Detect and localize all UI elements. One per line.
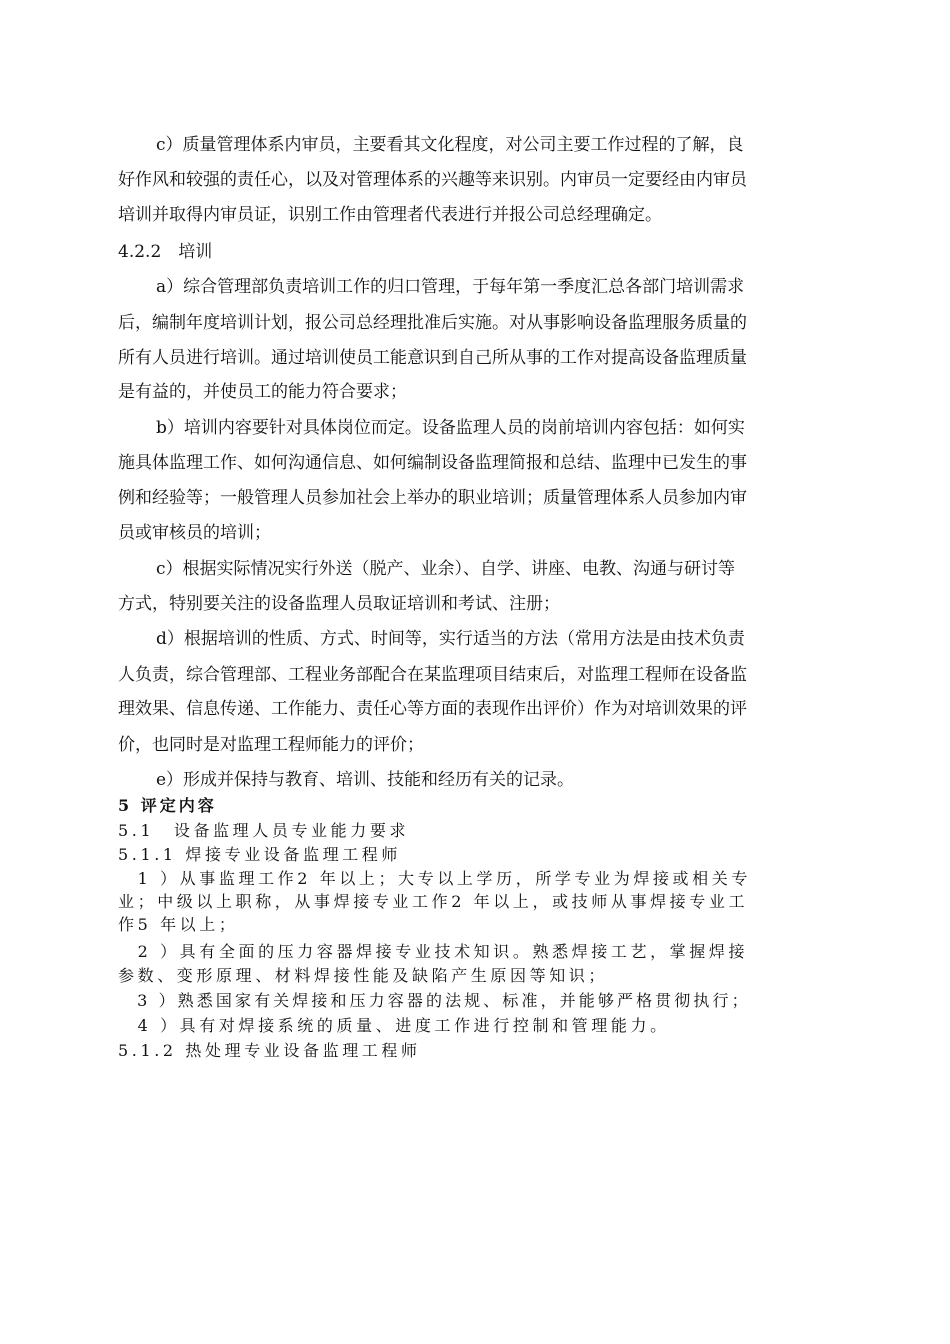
section-heading: 5.1.2 热处理专业设备监理工程师 (118, 1041, 421, 1060)
paragraph-line: 好作风和较强的责任心，以及对管理体系的兴趣等来识别。内审员一定要经由内审员 (118, 170, 747, 190)
paragraph-line: 员或审核员的培训； (118, 523, 271, 543)
paragraph-line: a）综合管理部负责培训工作的归口管理，于每年第一季度汇总各部门培训需求 (156, 277, 745, 297)
paragraph-line: 是有益的，并使员工的能力符合要求； (118, 382, 407, 402)
paragraph-line: 培训并取得内审员证，识别工作由管理者代表进行并报公司总经理确定。 (118, 205, 662, 225)
section-heading: 5.1 设备监理人员专业能力要求 (118, 821, 410, 840)
list-item-line: 参数、变形原理、材料焊接性能及缺陷产生原因等知识； (118, 966, 609, 985)
list-item-line: 3 ）熟悉国家有关焊接和压力容器的法规、标准，并能够严格贯彻执行； (118, 991, 751, 1010)
paragraph-line: 所有人员进行培训。通过培训使员工能意识到自己所从事的工作对提高设备监理质量 (118, 348, 747, 368)
paragraph-line: c）根据实际情况实行外送（脱产、业余）、自学、讲座、电教、沟通与研讨等 (156, 559, 736, 579)
list-item-line: 作5 年以上； (118, 915, 239, 934)
list-item-line: 1 ）从事监理工作2 年以上；大专以上学历，所学专业为焊接或相关专 (118, 869, 751, 888)
paragraph-line: c）质量管理体系内审员，主要看其文化程度，对公司主要工作过程的了解，良 (156, 135, 744, 155)
section-heading: 4.2.2 培训 (118, 242, 213, 262)
paragraph-line: e）形成并保持与教育、培训、技能和经历有关的记录。 (156, 770, 575, 790)
paragraph-line: 理效果、信息传递、工作能力、责任心等方面的表现作出评价）作为对培训效果的评 (118, 699, 747, 719)
paragraph-line: 例和经验等；一般管理人员参加社会上举办的职业培训；质量管理体系人员参加内审 (118, 488, 747, 508)
list-item-line: 4 ）具有对焊接系统的质量、进度工作进行控制和管理能力。 (118, 1016, 670, 1035)
paragraph-line: d）根据培训的性质、方式、时间等，实行适当的方法（常用方法是由技术负责 (156, 629, 745, 649)
paragraph-line: 方式，特别要关注的设备监理人员取证培训和考试、注册； (118, 594, 560, 614)
list-item-line: 业；中级以上职称，从事焊接专业工作2 年以上，或技师从事焊接专业工 (118, 892, 749, 911)
paragraph-line: 价，也同时是对监理工程师能力的评价； (118, 735, 424, 755)
section-heading: 5.1.1 焊接专业设备监理工程师 (118, 845, 401, 864)
paragraph-line: b）培训内容要针对具体岗位而定。设备监理人员的岗前培训内容包括：如何实 (156, 418, 745, 438)
paragraph-line: 施具体监理工作、如何沟通信息、如何编制设备监理简报和总结、监理中已发生的事 (118, 453, 747, 473)
chapter-heading: 5 评定内容 (118, 796, 217, 815)
paragraph-line: 人负责，综合管理部、工程业务部配合在某监理项目结束后，对监理工程师在设备监 (118, 665, 747, 685)
list-item-line: 2 ）具有全面的压力容器焊接专业技术知识。熟悉焊接工艺，掌握焊接 (118, 942, 749, 961)
paragraph-line: 后，编制年度培训计划，报公司总经理批准后实施。对从事影响设备监理服务质量的 (118, 313, 747, 333)
